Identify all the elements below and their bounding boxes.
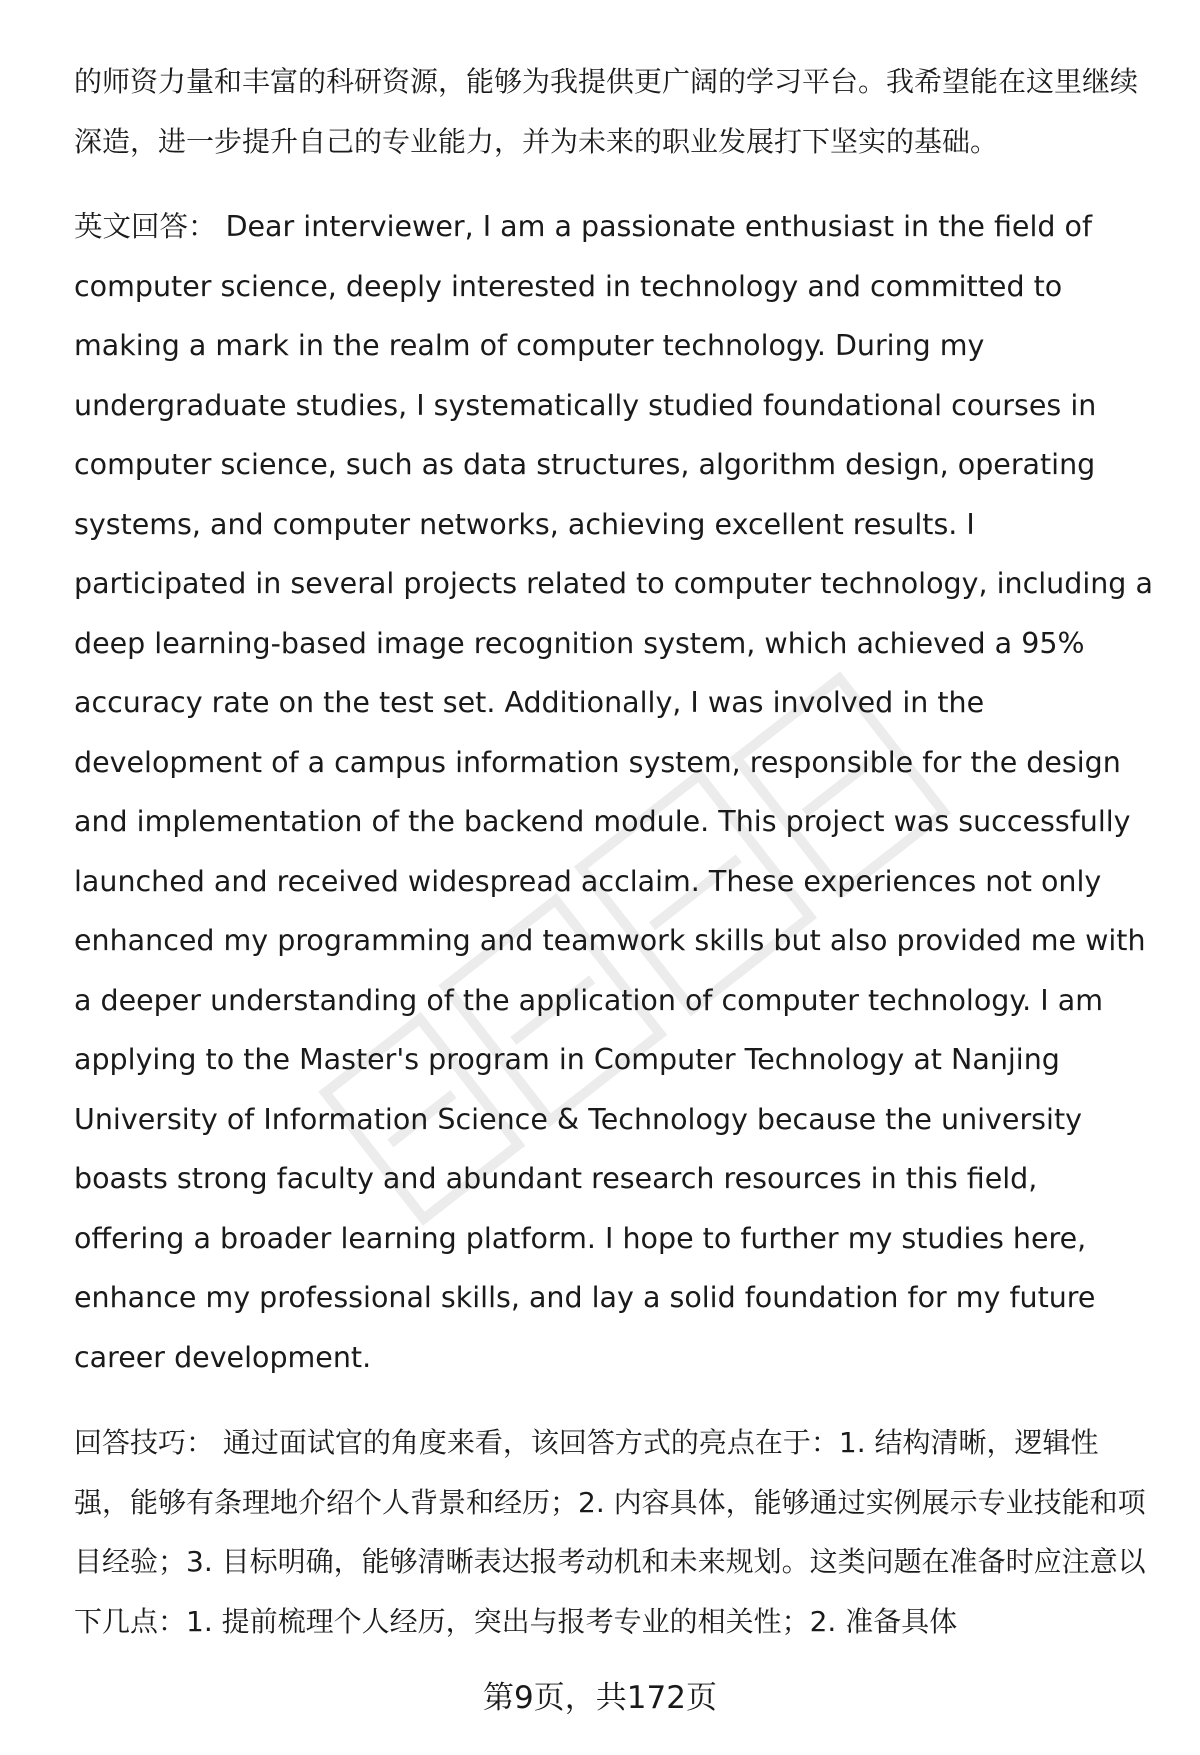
page-footer: 第9页，共172页 (483, 1680, 717, 1716)
tips-paragraph (74, 1413, 1154, 1651)
english-answer-paragraph (74, 197, 1154, 1387)
english-answer-label: 英文回答： (74, 210, 217, 243)
intro-paragraph: 的师资力量和丰富的科研资源，能够为我提供更广阔的学习平台。我希望能在这里继续深造，进一步提升自己的专业能力，并为未来的职业发展打下坚实的基础。 (74, 65, 1139, 158)
tips-text: 通过面试官的角度来看，该回答方式的亮点在于：1. 结构清晰，逻辑性强，能够有条理地介绍个人背景和经历；2. 内容具体，能够通过实例展示专业技能和项目经验；3. 目标明确，能够清晰表达报考动机和未来规划。这类问题在准备时应注意以下几点：1. 提前梳理个人经历，突出与报考专业的相关性；2. 准备具体 (74, 1426, 1146, 1638)
document-body (74, 52, 1154, 1651)
tips-label: 回答技巧： (74, 1426, 215, 1459)
english-answer-text: Dear interviewer, I am a passionate enthusiast in the field of computer science, deeply interested in technology and committed to making a mark in the realm of computer technology. During my undergraduate studies, I systematically studied foundational courses in computer science, such as data structures, algorithm design, operating systems, and computer networks, achieving excellent results. I participated in several projects related to computer technology, including a deep learning-based image recognition system, which achieved a 95% accuracy rate on the test set. Additionally, I was involved in the development of a campus information system, responsible for the design and implementation of the backend module. This project was successfully launched and received widespread acclaim. These experiences not only enhanced my programming and teamwork skills but also provided me with a deeper understanding of the application of computer technology. I am applying to the Master's program in Computer Technology at Nanjing University of Information Science & Technology because the university boasts strong faculty and abundant research resources in this field, offering a broader learning platform. I hope to further my studies here, enhance my professional skills, and lay a solid foundation for my future career development. (74, 210, 1153, 1374)
